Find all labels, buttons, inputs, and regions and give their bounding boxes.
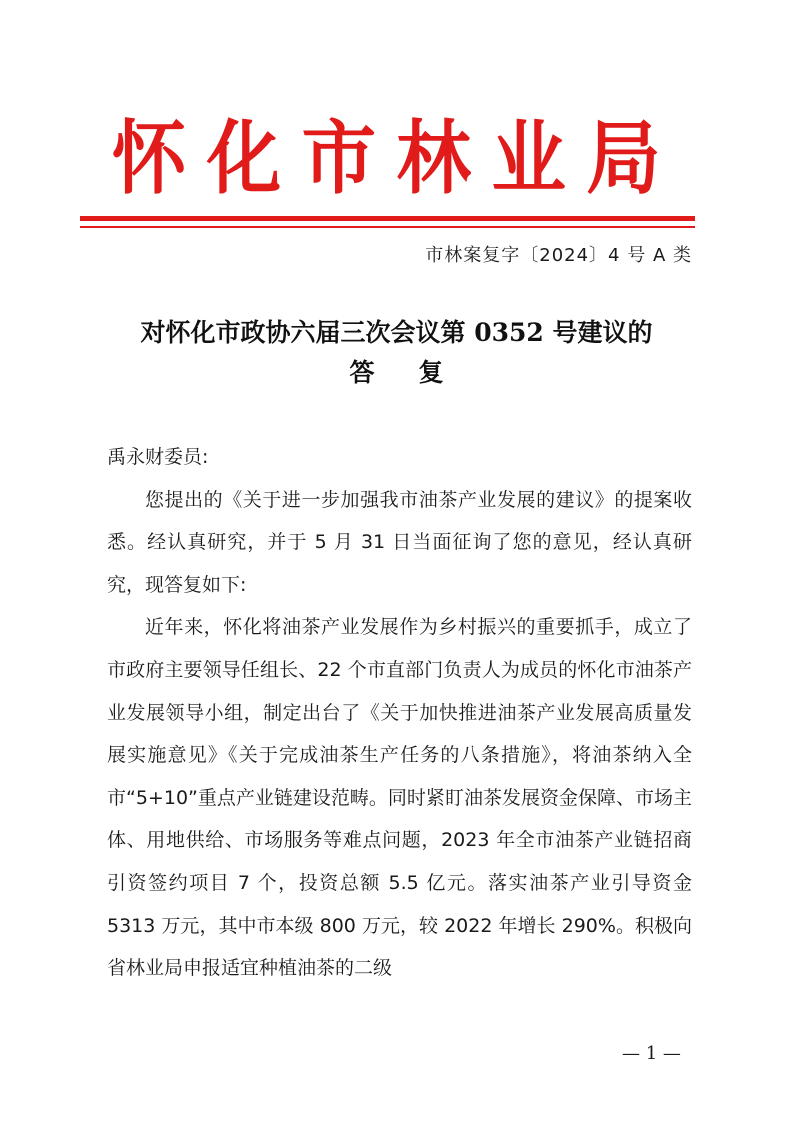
document-number: 市林案复字〔2024〕4 号 A 类: [425, 245, 692, 266]
header-divider-thin: [80, 226, 695, 228]
paragraph-2: 近年来，怀化将油茶产业发展作为乡村振兴的重要抓手，成立了市政府主要领导任组长、22 个市直部门负责人为成员的怀化市油茶产业发展领导小组，制定出台了《关于加快推进油茶产业发展高质量发展实施意见》《关于完成油茶生产任务的八条措施》，将油茶纳入全市“5+10”重点产业链建设范畴。同时紧盯油茶发展资金保障、市场主体、用地供给、市场服务等难点问题，2023 年全市油茶产业链招商引资签约项目 7 个，投资总额 5.5 亿元。落实油茶产业引导资金 5313 万元，其中市本级 800 万元，较 2022 年增长 290%。积极向省林业局申报适宜种植油茶的二级: [107, 616, 692, 980]
document-body: [107, 436, 692, 990]
header-divider-thick: [80, 216, 695, 221]
document-title-char2: 复: [418, 358, 444, 387]
document-title-line1: 对怀化市政协六届三次会议第 0352 号建议的: [140, 318, 653, 347]
document-title-char1: 答: [349, 358, 375, 387]
org-name-header: 怀化市林业局: [111, 111, 682, 205]
salutation: 禹永财委员:: [107, 446, 209, 468]
document-title-line2: [80, 351, 713, 395]
page-number: — 1 —: [622, 1043, 681, 1064]
paragraph-1: 您提出的《关于进一步加强我市油茶产业发展的建议》的提案收悉。经认真研究，并于 5 月 31 日当面征询了您的意见，经认真研究，现答复如下:: [107, 488, 692, 596]
